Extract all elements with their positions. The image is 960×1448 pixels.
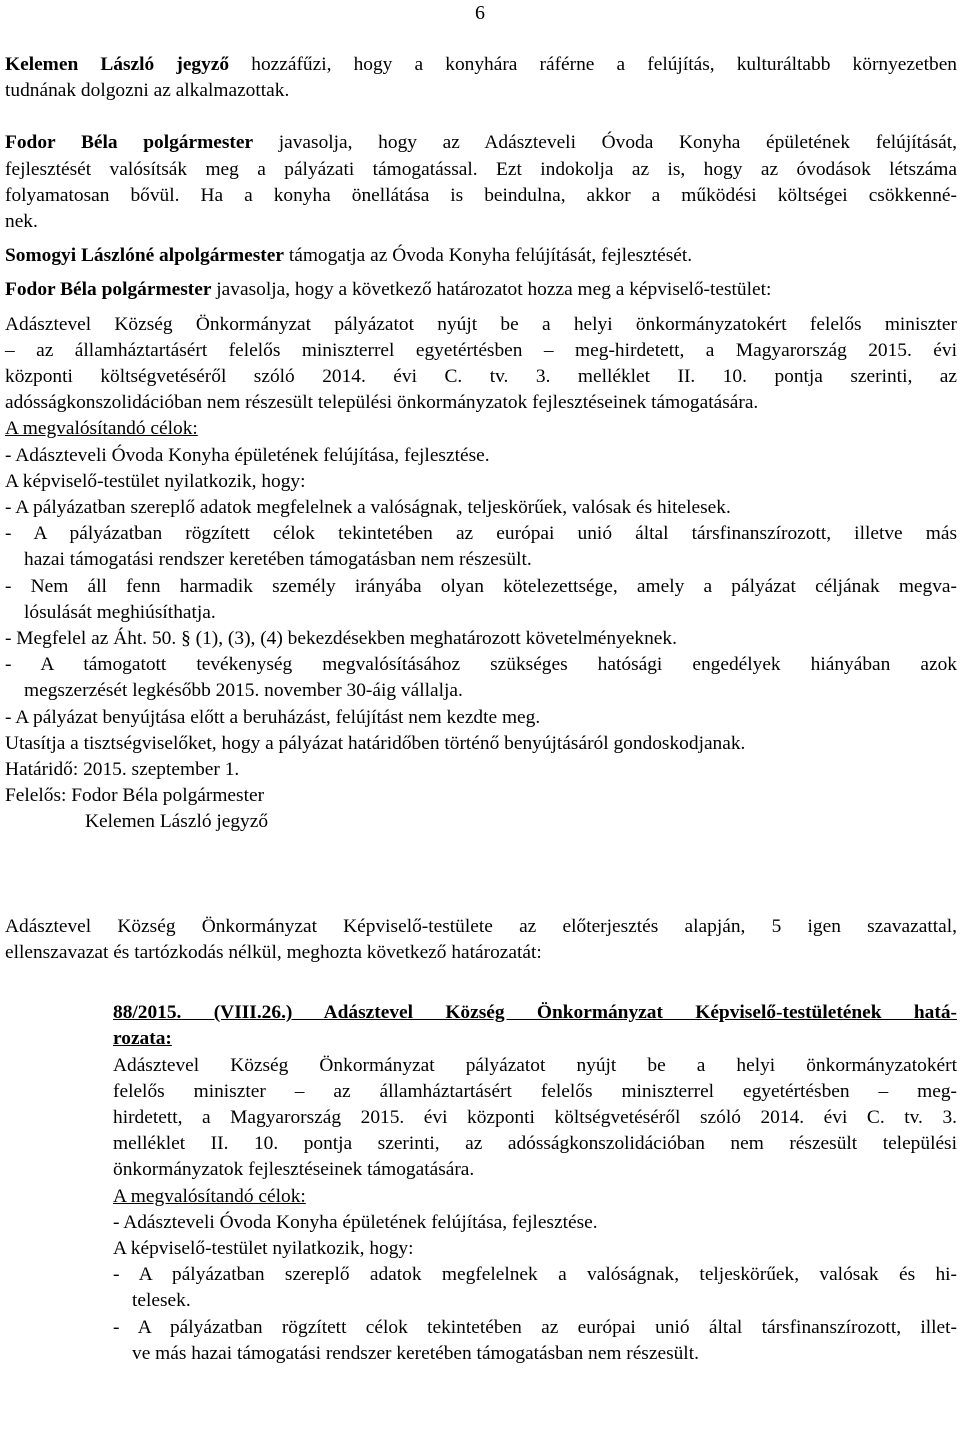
- statement-heading: A képviselő-testület nyilatkozik, hogy:: [5, 470, 306, 492]
- goals-heading: A megvalósítandó célok:: [113, 1185, 306, 1207]
- document-body: [5, 52, 957, 1367]
- list-item: - Megfelel az Áht. 50. § (1), (3), (4) bekezdésekben meghatározott követelményeknek.: [5, 628, 677, 650]
- deadline: Határidő: 2015. szeptember 1.: [5, 759, 240, 781]
- speaker-name: Fodor Béla polgármester: [5, 279, 212, 301]
- paragraph-deputy-support: Somogyi Lászlóné alpolgármester támogatja az Óvoda Konyha felújítását, fejlesztését.: [5, 245, 693, 267]
- paragraph-mayor-proposal: Fodor Béla polgármester javasolja, hogy az Adászteveli Óvoda Konyha épületének felújítását, fejlesztését valósítsák meg a pályázati támogatással. Ezt indokolja az is, hogy az óvodások létszáma folyamatosan bővül. Ha a konyha önellátása is beindulna, akkor a működési költségei csökkenné- nek.: [5, 132, 957, 233]
- responsible: Felelős: Fodor Béla polgármester: [5, 785, 265, 807]
- page-number: 6: [475, 2, 485, 24]
- list-item: - A pályázatban rögzített célok tekintetében az európai unió által társfinanszírozott, illetve más: [5, 523, 957, 545]
- list-item: - Nem áll fenn harmadik személy irányába olyan kötelezettsége, amely a pályázat céljának megva-: [5, 575, 957, 597]
- list-item: - A pályázat benyújtása előtt a beruházást, felújítást nem kezdte meg.: [5, 706, 541, 728]
- paragraph-jegyzo-comment: Kelemen László jegyző hozzáfűzi, hogy a konyhára ráférne a felújítás, kulturáltabb környezetben tudnának dolgozni az alkalmazottak.: [5, 54, 958, 102]
- vote-paragraph: Adásztevel Község Önkormányzat Képviselő-testülete az előterjesztés alapján, 5 igen szavazattal, ellenszavazat és tartózkodás nélkül, meghozta következő határozatát:: [5, 915, 957, 963]
- speaker-name: Fodor Béla polgármester: [5, 132, 254, 154]
- goals-heading: A megvalósítandó célok:: [5, 418, 198, 440]
- paragraph-mayor-resolution-proposal: Fodor Béla polgármester javasolja, hogy a következő határozatot hozza meg a képviselő-testület:: [5, 279, 772, 301]
- list-item: - A pályázatban szereplő adatok megfelelnek a valóságnak, teljeskörűek, valósak és hi-: [113, 1264, 957, 1286]
- statement-heading: A képviselő-testület nyilatkozik, hogy:: [113, 1237, 414, 1259]
- speaker-name: Kelemen László jegyző: [5, 54, 230, 75]
- list-item: - A támogatott tevékenység megvalósításához szükséges hatósági engedélyek hiányában azok: [5, 654, 957, 676]
- responsible-secondary: Kelemen László jegyző: [85, 811, 269, 833]
- list-item: - A pályázatban szereplő adatok megfelelnek a valóságnak, teljeskörűek, valósak és hitelesek.: [5, 497, 731, 519]
- decision-block: 88/2015. (VIII.26.) Adásztevel Község Önkormányzat Képviselő-testületének hatá- rozata: Adásztevel Község Önkormányzat pályázatot nyújt be a helyi önkormányzatokért felelős miniszter – az államháztartásért felelős miniszterrel egyetértésben – meg- hirdetett, a Magyarország 2015. évi központi költségvetéséről szóló 2014. évi C. tv. 3. melléklet II. 10. pontja szerinti, az adósságkonszolidációban nem részesült települési önkormányzatok fejlesztéseinek támogatására. A megvalósítandó célok: - Adászteveli Óvoda Konyha épületének felújítása, fejlesztése. A képviselő-testület nyilatkozik, hogy: - A pályázatban szereplő adatok megfelelnek a valóságnak, teljeskörűek, valósak és hi- telesek. - A pályázatban rögzített célok tekintetében az európai unió által társfinanszírozott, illet- ve más hazai támogatási rendszer keretében támogatásban nem részesült.: [5, 1000, 957, 1367]
- decision-title: 88/2015. (VIII.26.) Adásztevel Község Önkormányzat Képviselő-testületének hatá-: [113, 1002, 957, 1024]
- list-item: - A pályázatban rögzített célok tekintetében az európai unió által társfinanszírozott, illet-: [113, 1316, 957, 1338]
- proposed-resolution: Adásztevel Község Önkormányzat pályázatot nyújt be a helyi önkormányzatokért felelős miniszter – az államháztartásért felelős miniszterrel egyetértésben – meg-hirdetett, a Magyarország 2015. évi központi költségvetéséről szóló 2014. évi C. tv. 3. melléklet II. 10. pontja szerinti, az adósságkonszolidációban nem részesült települési önkormányzatok fejlesztéseinek támogatására. A megvalósítandó célok: - Adászteveli Óvoda Konyha épületének felújítása, fejlesztése. A képviselő-testület nyilatkozik, hogy: - A pályázatban szereplő adatok megfelelnek a valóságnak, teljeskörűek, valósak és hitelesek. - A pályázatban rögzített célok tekintetében az európai unió által társfinanszírozott, illetve más hazai támogatási rendszer keretében támogatásban nem részesült. - Nem áll fenn harmadik személy irányába olyan kötelezettsége, amely a pályázat céljának megva- lósulását meghiúsíthatja. - Megfelel az Áht. 50. § (1), (3), (4) bekezdésekben meghatározott követelményeknek. - A támogatott tevékenység megvalósításához szükséges hatósági engedélyek hiányában azok megszerzését legkésőbb 2015. november 30-áig vállalja. - A pályázat benyújtása előtt a beruházást, felújítást nem kezdte meg. Utasítja a tisztségviselőket, hogy a pályázat határidőben történő benyújtásáról gondoskodjanak. Határidő: 2015. szeptember 1. Felelős: Fodor Béla polgármester Kelemen László jegyző: [5, 312, 957, 836]
- speaker-name: Somogyi Lászlóné alpolgármester: [5, 245, 284, 267]
